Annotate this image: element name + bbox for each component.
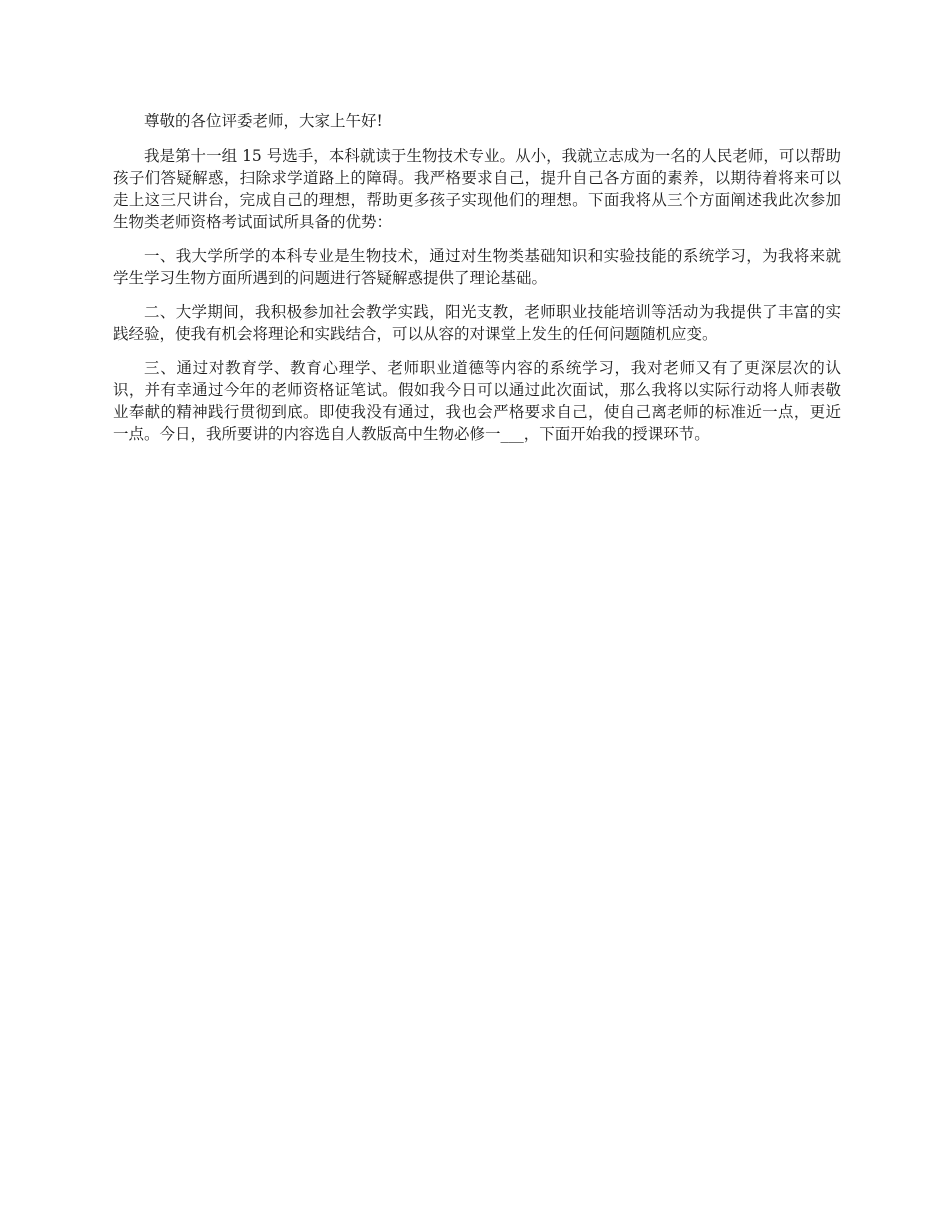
point-three-paragraph: 三、通过对教育学、教育心理学、老师职业道德等内容的系统学习，我对老师又有了更深层次的认识，并有幸通过今年的老师资格证笔试。假如我今日可以通过此次面试，那么我将以实际行动将人师表敬业奉献的精神践行贯彻到底。即使我没有通过，我也会严格要求自己，使自己离老师的标准近一点，更近一点。今日，我所要讲的内容选自人教版高中生物必修一___，下面开始我的授课环节。	[113, 359, 841, 443]
intro-paragraph: 我是第十一组 15 号选手，本科就读于生物技术专业。从小，我就立志成为一名的人民老师，可以帮助孩子们答疑解惑，扫除求学道路上的障碍。我严格要求自己，提升自己各方面的素养，以期待着将来可以走上这三尺讲台，完成自己的理想，帮助更多孩子实现他们的理想。下面我将从三个方面阐述我此次参加生物类老师资格考试面试所具备的优势：	[113, 147, 841, 231]
point-one-paragraph: 一、我大学所学的本科专业是生物技术，通过对生物类基础知识和实验技能的系统学习，为我将来就学生学习生物方面所遇到的问题进行答疑解惑提供了理论基础。	[113, 247, 841, 287]
greeting-paragraph: 尊敬的各位评委老师，大家上午好!	[144, 112, 383, 130]
document-body	[113, 110, 841, 457]
point-two-paragraph: 二、大学期间，我积极参加社会教学实践，阳光支教，老师职业技能培训等活动为我提供了丰富的实践经验，使我有机会将理论和实践结合，可以从容的对课堂上发生的任何问题随机应变。	[113, 303, 841, 343]
